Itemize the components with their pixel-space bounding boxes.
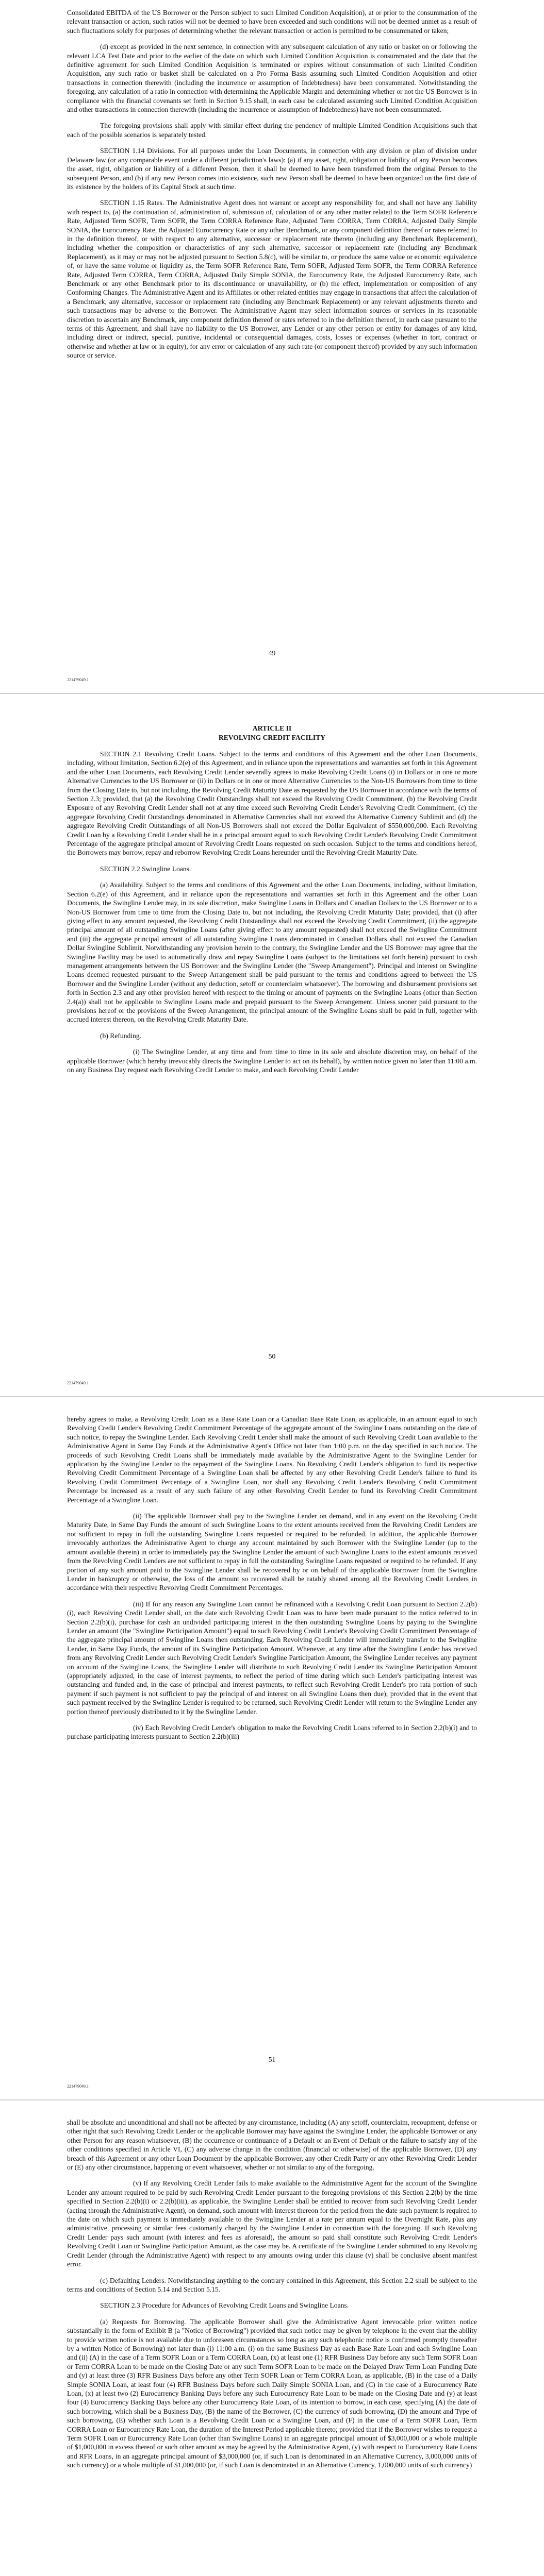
document-id: 221479049.1 — [67, 677, 89, 682]
page-separator — [0, 2099, 544, 2100]
section-2-1-paragraph: SECTION 2.1 Revolving Credit Loans. Subject to the terms and conditions of this Agreement and the other Loan Documents, including, without limitation, Section 6.2(e) of this Agreement, and in reliance upon the representations and warranties set forth in this Agreement and the other Loan Documents, each Revolving Credit Lender severally agrees to make Revolving Credit Loans (i) in Dollars or in one or more Alternative Currencies to the US Borrower or (ii) in Dollars or in one or more Alternative Currencies to the Non-US Borrowers from time to time from the Closing Date to, but not including, the Revolving Credit Maturity Date as requested by the US Borrower in accordance with the terms of Section 2.3; provided, that (a) the Revolving Credit Outstandings shall not exceed the Revolving Credit Commitment, (b) the Revolving Credit Exposure of any Revolving Credit Lender shall not at any time exceed such Revolving Credit Lender's Revolving Credit Commitment, (c) the aggregate Revolving Credit Outstandings denominated in Alternative Currencies shall not exceed the Alternative Currency Sublimit and (d) the aggregate Revolving Credit Outstandings of all Non-US Borrowers shall not exceed the Dollar Equivalent of $550,000,000. Each Revolving Credit Loan by a Revolving Credit Lender shall be in a principal amount equal to such Revolving Credit Lender's Revolving Credit Commitment Percentage of the aggregate principal amount of Revolving Credit Loans requested on such occasion. Subject to the terms and conditions hereof, the Borrowers may borrow, repay and reborrow Revolving Credit Loans hereunder until the Revolving Credit Maturity Date. — [67, 750, 477, 857]
section-1-14-paragraph: SECTION 1.14 Divisions. For all purposes under the Loan Documents, in connection with any division or plan of division under Delaware law (or any comparable event under a different jurisdiction's laws): (a) if any asset, right, obligation or liability of any Person becomes the asset, right, obligation or liability of a different Person, then it shall be deemed to have been transferred from the original Person to the subsequent Person, and (b) if any new Person comes into existence, such new Person shall be deemed to have been organized on the first date of its existence by the holders of its Capital Stock at such time. — [67, 147, 477, 191]
paragraph: shall be absolute and unconditional and shall not be affected by any circumstance, including (A) any setoff, counterclaim, recoupment, defense or other right that such Revolving Credit Lender or the applicable Borrower may have against the Swingline Lender, the applicable Borrower or any other Person for any reason whatsoever, (B) the occurrence or continuance of a Default or an Event of Default or the failure to satisfy any of the other conditions specified in Article VI, (C) any adverse change in the condition (financial or otherwise) of the applicable Borrower, (D) any breach of this Agreement or any other Loan Document by the applicable Borrower, any other Credit Party or any other Revolving Credit Lender or (E) any other circumstance, happening or event whatsoever, whether or not similar to any of the foregoing. — [67, 2119, 477, 2172]
paragraph: (d) except as provided in the next sentence, in connection with any subsequent calculation of any ratio or basket on or following the relevant LCA Test Date and prior to the earlier of the date on which such Limited Condition Acquisition is consummated and the date that the definitive agreement for such Limited Condition Acquisition is terminated or expires without consummation of such Limited Condition Acquisition, any such ratio or basket shall be calculated on a Pro Forma Basis assuming such Limited Condition Acquisition and other transactions in connection therewith (including the incurrence or assumption of Indebtedness) have been consummated. Notwithstanding the foregoing, any calculation of a ratio in connection with determining the Applicable Margin and determining whether or not the US Borrower is in compliance with the financial covenants set forth in Section 9.15 shall, in each case be calculated assuming such Limited Condition Acquisition and other transactions in connection therewith (including the incurrence or assumption of Indebtedness) have not been consummated. — [67, 43, 477, 114]
paragraph: (ii) The applicable Borrower shall pay to the Swingline Lender on demand, and in any event on the Revolving Credit Maturity Date, in Same Day Funds the amount of such Swingline Loans to the extent amounts received from the Revolving Credit Lenders are not sufficient to repay in full the outstanding Swingline Loans requested or required to be refunded. In addition, the applicable Borrower irrevocably authorizes the Administrative Agent to charge any account maintained by such Borrower with the Swingline Lender (up to the amount available therein) in order to immediately pay the Swingline Lender the amount of such Swingline Loans to the extent amounts received from the Revolving Credit Lenders are not sufficient to repay in full the outstanding Swingline Loans requested or required to be refunded. If any portion of any such amount paid to the Swingline Lender shall be recovered by or on behalf of the applicable Borrower from the Swingline Lender in bankruptcy or otherwise, the loss of the amount so recovered shall be ratably shared among all the Revolving Credit Lenders in accordance with their respective Revolving Credit Commitment Percentages. — [67, 1512, 477, 1592]
document-page-49 — [0, 0, 544, 693]
section-2-2-heading: SECTION 2.2 Swingline Loans. — [100, 865, 191, 873]
paragraph: (i) The Swingline Lender, at any time and from time to time in its sole and absolute discretion may, on behalf of the applicable Borrower (which hereby irrevocably directs the Swingline Lender to act on its behalf), by written notice given no later than 11:00 a.m. on any Business Day request each Revolving Credit Lender to make, and each Revolving Credit Lender — [67, 1048, 477, 1074]
section-2-3-heading: SECTION 2.3 Procedure for Advances of Revolving Credit Loans and Swingline Loans. — [100, 2301, 349, 2310]
paragraph: (iii) If for any reason any Swingline Loan cannot be refinanced with a Revolving Credit Loan pursuant to Section 2.2(b)(i), each Revolving Credit Lender shall, on the date such Revolving Credit Loan was to have been made pursuant to the notice referred to in Section 2.2(b)(i), purchase for cash an undivided participating interest in the then outstanding Swingline Loans by paying to the Swingline Lender an amount (the "Swingline Participation Amount") equal to such Revolving Credit Lender's Revolving Credit Commitment Percentage of the aggregate principal amount of Swingline Loans then outstanding. Each Revolving Credit Lender will immediately transfer to the Swingline Lender, in Same Day Funds, the amount of its Swingline Participation Amount. Whenever, at any time after the Swingline Lender has received from any Revolving Credit Lender such Revolving Credit Lender's Swingline Participation Amount, the Swingline Lender receives any payment on account of the Swingline Loans, the Swingline Lender will distribute to such Revolving Credit Lender its Swingline Participation Amount (appropriately adjusted, in the case of interest payments, to reflect the period of time during which such Lender's participating interest was outstanding and funded and, in the case of principal and interest payments, to reflect such Revolving Credit Lender's pro rata portion of such payment if such payment is not sufficient to pay the principal of and interest on all Swingline Loans then due); provided that in the event that such payment received by the Swingline Lender is required to be returned, such Revolving Credit Lender will return to the Swingline Lender any portion thereof previously distributed to it by the Swingline Lender. — [67, 1600, 477, 1716]
document-id: 221479049.1 — [67, 1381, 89, 1385]
paragraph: Consolidated EBITDA of the US Borrower or the Person subject to such Limited Condition Acquisition), at or prior to the consummation of the relevant transaction or action, such ratios will not be deemed to have been exceeded and such conditions will not be deemed unmet as a result of such fluctuations solely for purposes of determining whether the relevant transaction or action is permitted to be consummated or taken; — [67, 9, 477, 35]
paragraph: (v) If any Revolving Credit Lender fails to make available to the Administrative Agent for the account of the Swingline Lender any amount required to be paid by such Revolving Credit Lender pursuant to the foregoing provisions of this Section 2.2(b) by the time specified in Section 2.2(b)(i) or 2.2(b)(iii), as applicable, the Swingline Lender shall be entitled to recover from such Revolving Credit Lender (acting through the Administrative Agent), on demand, such amount with interest thereon for the period from the date such payment is required to the date on which such payment is immediately available to the Swingline Lender at a rate per annum equal to the Overnight Rate, plus any administrative, processing or similar fees customarily charged by the Swingline Lender in connection with the foregoing. If such Revolving Credit Lender pays such amount (with interest and fees as aforesaid), the amount so paid shall constitute such Revolving Credit Lender's Revolving Credit Loan or Swingline Participation Amount, as the case may be. A certificate of the Swingline Lender submitted to any Revolving Credit Lender (through the Administrative Agent) with respect to any amounts owing under this clause (v) shall be conclusive absent manifest error. — [67, 2179, 477, 2268]
paragraph: (a) Availability. Subject to the terms and conditions of this Agreement and the other Loan Documents, including, without limitation, Section 6.2(e) of this Agreement, and in reliance upon the representations and warranties set forth in this Agreement and the other Loan Documents, the Swingline Lender may, in its sole discretion, make Swingline Loans in Dollars and Canadian Dollars to the US Borrower or to a Non-US Borrower from time to time from the Closing Date to, but not including, the Revolving Credit Maturity Date; provided, that (i) after giving effect to any amount requested, the Revolving Credit Outstandings shall not exceed the Revolving Credit Commitment, (ii) the aggregate principal amount of all outstanding Swingline Loans (after giving effect to any amount requested) shall not exceed the Swingline Commitment and (iii) the aggregate principal amount of all outstanding Swingline Loans denominated in Canadian Dollars shall not exceed the Canadian Dollar Swingline Sublimit. Notwithstanding any provision herein to the contrary, the Swingline Lender and the US Borrower may agree that the Swingline Facility may be used to automatically draw and repay Swingline Loans (subject to the limitations set forth herein) pursuant to cash management arrangements between the US Borrower and the Swingline Lender (the "Sweep Arrangement"). Principal and interest on Swingline Loans deemed requested pursuant to the Sweep Arrangement shall be paid pursuant to the terms and conditions agreed to between the US Borrower and the Swingline Lender (without any deduction, setoff or counterclaim whatsoever). The borrowing and disbursement provisions set forth in Section 2.3 and any other provision hereof with respect to the timing or amount of payments on the Swingline Loans (other than Section 2.4(a)) shall not be applicable to Swingline Loans made and prepaid pursuant to the Sweep Arrangement. Unless sooner paid pursuant to the provisions hereof or the provisions of the Sweep Arrangement, the principal amount of the Swingline Loans shall be paid in full, together with accrued interest thereon, on the Revolving Credit Maturity Date. — [67, 881, 477, 1024]
page-body — [67, 2118, 477, 2477]
article-title: ARTICLE II — [252, 724, 292, 732]
paragraph: (a) Requests for Borrowing. The applicable Borrower shall give the Administrative Agent irrevocable prior written notice substantially in the form of Exhibit B (a "Notice of Borrowing") provided that such notice may be given by telephone in the event that the ability to provide written notice is not available due to unforeseen circumstances so long as any such telephonic notice is confirmed promptly thereafter by a written Notice of Borrowing) not later than (i) 11:00 a.m. (i) on the same Business Day as each Base Rate Loan and each Swingline Loan and (ii) (A) in the case of a Term SOFR Loan or a Term CORRA Loan, (x) at least one (1) RFR Business Day before any such Term SOFR Loan or Term CORRA Loan to be made on the Closing Date or any such Term SOFR Loan to be made on the Delayed Draw Term Loan Funding Date and (y) at least three (3) RFR Business Days before any other Term SOFR Loan or Term CORRA Loan, as applicable, (B) in the case of a Daily Simple SONIA Loan, at least four (4) RFR Business Days before such Daily Simple SONIA Loan, and (C) in the case of a Eurocurrency Rate Loan, (x) at least two (2) Eurocurrency Banking Days before any such Eurocurrency Rate Loan to be made on the Closing Date and (y) at least four (4) Eurocurrency Banking Days before any other Eurocurrency Rate Loan, of its intention to borrow, in each case, specifying (A) the date of such borrowing, which shall be a Business Day, (B) the name of the Borrower, (C) the currency of such borrowing, (D) the amount and Type of such borrowing, (E) whether such Loan is a Revolving Credit Loan or a Swingline Loan, and (F) in the case of a Term SOFR Loan, Term CORRA Loan or Eurocurrency Rate Loan, the duration of the Interest Period applicable thereto; provided that if the Borrower wishes to request a Term SOFR Loan or Eurocurrency Rate Loan (other than Swingline Loans) in an aggregate principal amount of $3,000,000 or a whole multiple of $1,000,000 in excess thereof or such other amount as may be agreed by the Administrative Agent, (y) with respect to Eurocurrency Rate Loans and RFR Loans, in an aggregate principal amount of $3,000,000 (or, if such Loan is denominated in an Alternative Currency, 3,000,000 units of such currency) or a whole multiple of $1,000,000 (or, if such Loan is denominated in an Alternative Currency, 1,000,000 units of such currency) — [67, 2317, 477, 2469]
document-page-50 — [0, 703, 544, 1396]
paragraph: (c) Defaulting Lenders. Notwithstanding anything to the contrary contained in this Agreement, this Section 2.2 shall be subject to the terms and conditions of Section 5.14 and Section 5.15. — [67, 2276, 477, 2293]
paragraph: The foregoing provisions shall apply with similar effect during the pendency of multiple Limited Condition Acquisitions such that each of the possible scenarios is separately tested. — [67, 122, 477, 139]
page-number: 49 — [268, 649, 276, 657]
page-number: 51 — [268, 2056, 276, 2063]
paragraph: hereby agrees to make, a Revolving Credit Loan as a Base Rate Loan or a Canadian Base Rate Loan, as applicable, in an amount equal to such Revolving Credit Lender's Revolving Credit Commitment Percentage of the aggregate amount of the Swingline Loans outstanding on the date of such notice, to repay the Swingline Lender. Each Revolving Credit Lender shall make the amount of such Revolving Credit Loan available to the Administrative Agent in Same Day Funds at the Administrative Agent's Office not later than 1:00 p.m. on the day specified in such notice. The proceeds of such Revolving Credit Loans shall be immediately made available by the Administrative Agent to the Swingline Lender for application by the Swingline Lender to the repayment of the Swingline Loans. No Revolving Credit Lender's obligation to fund its respective Revolving Credit Commitment Percentage of a Swingline Loan shall be affected by any other Revolving Credit Lender's failure to fund its Revolving Credit Commitment Percentage of a Swingline Loan, nor shall any Revolving Credit Lender's Revolving Credit Commitment Percentage be increased as a result of any such failure of any other Revolving Credit Lender to fund its Revolving Credit Commitment Percentage of a Swingline Loan. — [67, 1415, 477, 1504]
page-number: 50 — [268, 1352, 276, 1360]
paragraph: (b) Refunding. — [100, 1031, 142, 1040]
document-page-51 — [0, 1406, 544, 2099]
page-separator — [0, 693, 544, 694]
paragraph: (iv) Each Revolving Credit Lender's obligation to make the Revolving Credit Loans referred to in Section 2.2(b)(i) and to purchase participating interests pursuant to Section 2.2(b)(iii) — [67, 1724, 477, 1741]
article-subtitle: REVOLVING CREDIT FACILITY — [218, 734, 326, 741]
page-body — [67, 724, 477, 1081]
page-separator — [0, 1396, 544, 1397]
page-body — [67, 8, 477, 367]
page-body — [67, 1415, 477, 1749]
section-1-15-paragraph: SECTION 1.15 Rates. The Administrative Agent does not warrant or accept any responsibility for, and shall not have any liability with respect to, (a) the continuation of, administration of, submission of, calculation of or any other matter related to the Term SOFR Reference Rate, Adjusted Term SOFR, Term SOFR, the Term CORRA Reference Rate, Adjusted Term CORRA, Term CORRA, Adjusted Daily Simple SONIA, the Eurocurrency Rate, the Adjusted Eurocurrency Rate or any other Benchmark, or any component definition thereof or rates referred to in the definition thereof, or with respect to any alternative, successor or replacement rate thereto (including any Benchmark Replacement), including whether the composition or characteristics of any such alternative, successor or replacement rate (including any Benchmark Replacement), as it may or may not be adjusted pursuant to Section 5.8(c), will be similar to, or produce the same value or economic equivalence of, or have the same volume or liquidity as, the Term SOFR Reference Rate, Term SOFR, Adjusted Term SOFR, the Term CORRA Reference Rate, Adjusted Term CORRA, Term CORRA, Adjusted Daily Simple SONIA, the Eurocurrency Rate, the Adjusted Eurocurrency Rate, such Benchmark or any other Benchmark prior to its discontinuance or unavailability, or (b) the effect, implementation or composition of any Conforming Changes. The Administrative Agent and its Affiliates or other related entities may engage in transactions that affect the calculation of a Benchmark, any alternative, successor or replacement rate (including any Benchmark Replacement) or any relevant adjustments thereto and such transactions may be adverse to the Borrower. The Administrative Agent may select information sources or services in its reasonable discretion to ascertain any Benchmark, any component definition thereof or rates referred to in the definition thereof, in each case pursuant to the terms of this Agreement, and shall have no liability to the US Borrower, any Lender or any other person or entity for damages of any kind, including direct or indirect, special, punitive, incidental or consequential damages, costs, losses or expenses (whether in tort, contract or otherwise and whether at law or in equity), for any error or calculation of any such rate (or component thereof) provided by any such information source or service. — [67, 199, 477, 360]
document-id: 221479049.1 — [67, 2084, 89, 2089]
document-page-52 — [0, 2110, 544, 2576]
